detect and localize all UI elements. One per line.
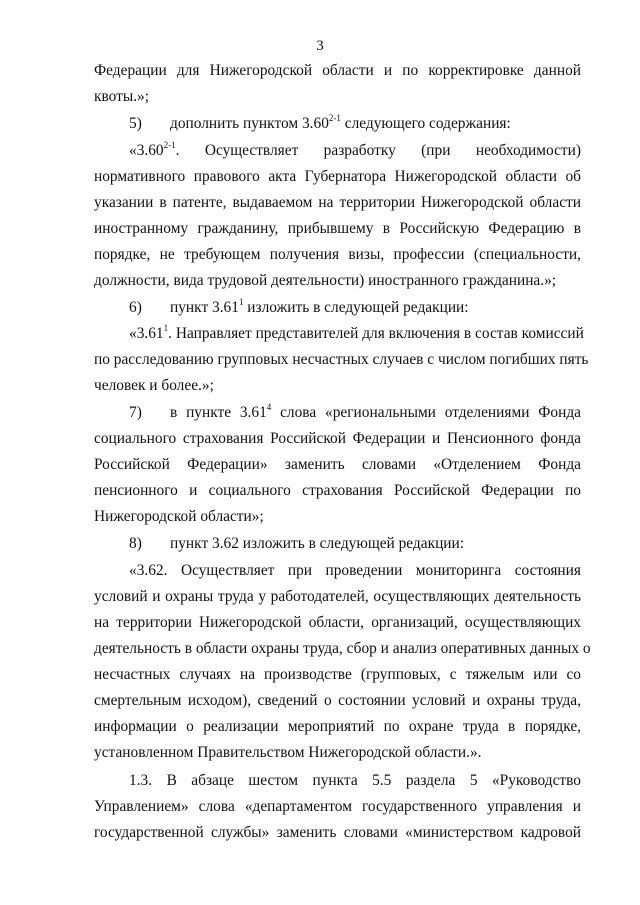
text-line: государственной службы» заменить словами «министерством кадровой [94, 824, 581, 841]
text-line: деятельность в области охраны труда, сбор и анализ оперативных данных о [94, 640, 591, 657]
text-line: социального страхования Российской Федерации и Пенсионного фонда [94, 430, 581, 447]
text-line: порядке, не требующем получения визы, профессии (специальности, [94, 246, 581, 263]
text-line: несчастных случаях на производстве (групповых, с тяжелым или со [94, 666, 581, 683]
list-number: 7) [129, 404, 142, 421]
list-number: 8) [129, 535, 142, 552]
list-item-text: дополнить пунктом 3.60$^{2-1}$ следующего содержания: [170, 112, 511, 132]
text-line: установленном Правительством Нижегородской области.». [94, 744, 482, 761]
text-line: Нижегородской области»; [94, 508, 264, 525]
list-item-text: пункт 3.61$^1$ изложить в следующей редакции: [170, 296, 469, 316]
text-line: должности, вида трудовой деятельности) иностранного гражданина.»; [94, 272, 557, 289]
text-line: «3.60$^{2-1}$. Осуществляет разработку (при необходимости) [129, 139, 581, 159]
text-line: смертельным исходом), сведений о состоянии условий и охраны труда, [94, 692, 581, 709]
text-line: нормативного правового акта Губернатора Нижегородской области об [94, 168, 581, 185]
text-line: Российской Федерации» заменить словами «Отделением Фонда [94, 456, 581, 473]
text-line: на территории Нижегородской области, организаций, осуществляющих [94, 614, 581, 631]
text-line: Управлением» слова «департаментом государственного управления и [94, 798, 581, 815]
text-line: «3.62. Осуществляет при проведении мониторинга состояния [129, 562, 581, 579]
list-item-text: в пункте 3.61$^4$ слова «региональными отделениями Фонда [170, 401, 581, 421]
text-line: указании в патенте, выдаваемом на территории Нижегородской области [94, 194, 581, 211]
page-number: 3 [316, 38, 324, 54]
text-line: иностранному гражданину, прибывшему в Российскую Федерацию в [94, 220, 581, 237]
text-line: по расследованию групповых несчастных случаев с числом погибших пять [94, 351, 589, 368]
text-line: человек и более.»; [94, 377, 214, 394]
text-line: квоты.»; [94, 88, 150, 105]
text-line: условий и охраны труда у работодателей, осуществляющих деятельность [94, 588, 581, 605]
list-number: 5) [129, 115, 142, 132]
list-number: 6) [129, 299, 142, 316]
text-line: «3.61$^1$. Направляет представителей для включения в состав комиссий [129, 322, 584, 342]
text-line: Федерации для Нижегородской области и по корректировке данной [94, 62, 581, 79]
list-item-text: пункт 3.62 изложить в следующей редакции: [170, 535, 465, 552]
text-line: пенсионного и социального страхования Российской Федерации по [94, 482, 581, 499]
text-line: информации о реализации мероприятий по охране труда в порядке, [94, 718, 581, 735]
text-line: 1.3. В абзаце шестом пункта 5.5 раздела 5 «Руководство [129, 772, 581, 789]
